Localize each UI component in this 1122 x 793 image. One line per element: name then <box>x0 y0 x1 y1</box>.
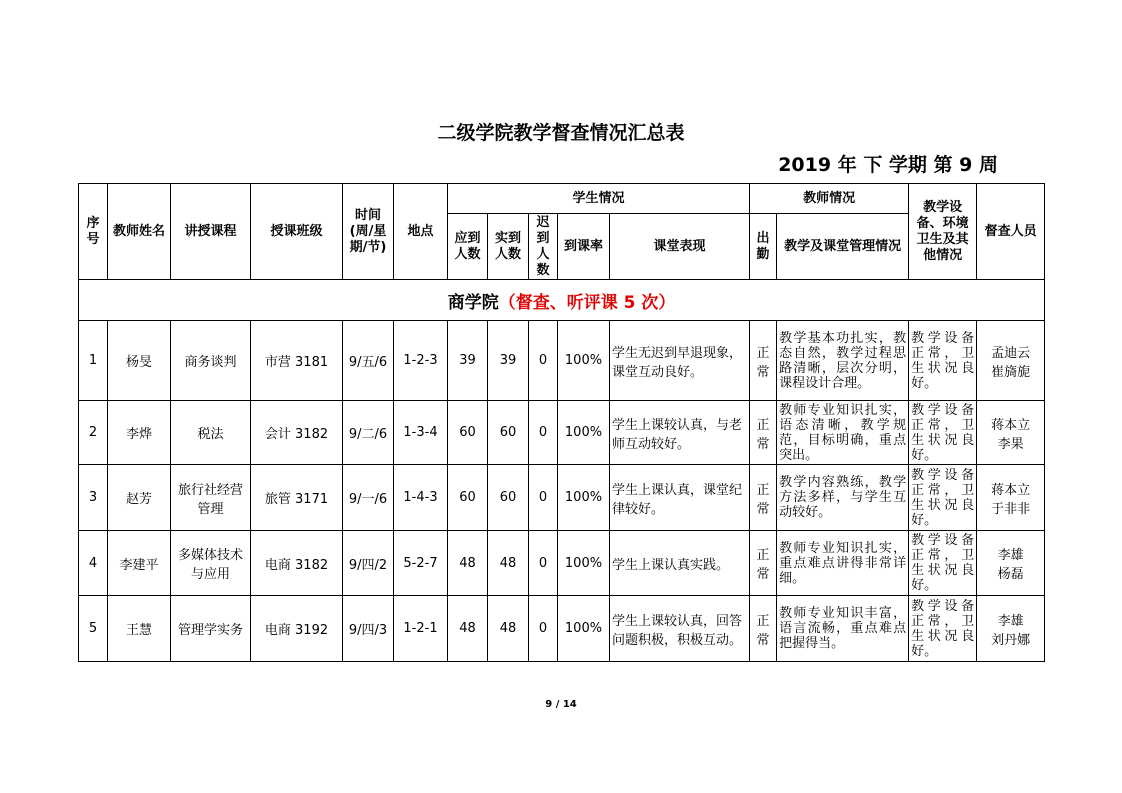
header-location: 地点 <box>394 184 448 280</box>
teaching-cell: 教师专业知识扎实，重点难点讲得非常详细。 <box>777 531 909 596</box>
inspection-table <box>78 183 1045 662</box>
teacher-cell: 李建平 <box>108 531 171 596</box>
actual-cell: 60 <box>488 401 529 465</box>
term-week-label: 2019 年 下 学期 第 9 周 <box>778 154 998 176</box>
rate-cell: 100% <box>558 465 610 531</box>
rate-cell: 100% <box>558 321 610 401</box>
late-cell: 0 <box>529 321 558 401</box>
rate-cell: 100% <box>558 401 610 465</box>
inspector-name: 刘丹娜 <box>991 632 1031 648</box>
equipment-cell: 教学设备正常，卫生状况良好。 <box>909 465 977 531</box>
class-cell: 市营 3181 <box>251 321 343 401</box>
section-name: 商学院 <box>447 292 499 313</box>
actual-cell: 39 <box>488 321 529 401</box>
class-cell: 电商 3192 <box>251 596 343 662</box>
equipment-cell: 教学设备正常，卫生状况良好。 <box>909 401 977 465</box>
actual-cell: 48 <box>488 531 529 596</box>
rate-cell: 100% <box>558 531 610 596</box>
rate-cell: 100% <box>558 596 610 662</box>
inspector-name: 蒋本立 <box>991 482 1031 498</box>
time-cell: 9/四/2 <box>343 531 394 596</box>
teacher-cell: 赵芳 <box>108 465 171 531</box>
late-cell: 0 <box>529 465 558 531</box>
location-cell: 5-2-7 <box>394 531 448 596</box>
course-cell: 多媒体技术与应用 <box>171 531 251 596</box>
inspector-name: 孟迪云 <box>991 345 1031 361</box>
header-student-group: 学生情况 <box>448 184 750 214</box>
inspectors-cell <box>977 321 1045 401</box>
attendance-cell: 正常 <box>750 321 777 401</box>
teacher-cell: 王慧 <box>108 596 171 662</box>
inspector-name: 于非非 <box>991 501 1031 517</box>
header-time: 时间(周/星期/节) <box>343 184 394 280</box>
header-teacher: 教师姓名 <box>108 184 171 280</box>
seq-cell: 1 <box>79 321 108 401</box>
header-late: 迟到人数 <box>529 214 558 280</box>
seq-cell: 3 <box>79 465 108 531</box>
inspector-name: 蒋本立 <box>991 417 1031 433</box>
table-row <box>79 321 1045 401</box>
expected-cell: 60 <box>448 401 488 465</box>
seq-cell: 2 <box>79 401 108 465</box>
class-cell: 电商 3182 <box>251 531 343 596</box>
location-cell: 1-4-3 <box>394 465 448 531</box>
seq-cell: 5 <box>79 596 108 662</box>
performance-cell: 学生上课认真实践。 <box>610 531 750 596</box>
header-class: 授课班级 <box>251 184 343 280</box>
header-teacher-group: 教师情况 <box>750 184 909 214</box>
equipment-cell: 教学设备正常，卫生状况良好。 <box>909 321 977 401</box>
location-cell: 1-2-3 <box>394 321 448 401</box>
teacher-cell: 李烨 <box>108 401 171 465</box>
section-row <box>79 280 1045 321</box>
table-row <box>79 531 1045 596</box>
header-expected: 应到人数 <box>448 214 488 280</box>
late-cell: 0 <box>529 531 558 596</box>
inspector-name: 李雄 <box>997 613 1024 629</box>
class-cell: 旅管 3171 <box>251 465 343 531</box>
performance-cell: 学生无迟到早退现象，课堂互动良好。 <box>610 321 750 401</box>
header-equipment: 教学设备、环境卫生及其他情况 <box>909 184 977 280</box>
time-cell: 9/五/6 <box>343 321 394 401</box>
attendance-cell: 正常 <box>750 596 777 662</box>
course-cell: 税法 <box>171 401 251 465</box>
header-attendance: 出勤 <box>750 214 777 280</box>
attendance-cell: 正常 <box>750 401 777 465</box>
header-rate: 到课率 <box>558 214 610 280</box>
inspector-name: 杨磊 <box>997 567 1024 582</box>
table-row <box>79 596 1045 662</box>
inspector-name: 李雄 <box>997 548 1024 563</box>
course-cell: 管理学实务 <box>171 596 251 662</box>
teaching-cell: 教师专业知识扎实，语态清晰，教学规范，目标明确，重点突出。 <box>777 401 909 465</box>
actual-cell: 48 <box>488 596 529 662</box>
expected-cell: 60 <box>448 465 488 531</box>
inspectors-cell <box>977 531 1045 596</box>
inspectors-cell <box>977 596 1045 662</box>
seq-cell: 4 <box>79 531 108 596</box>
expected-cell: 39 <box>448 321 488 401</box>
course-cell: 旅行社经营管理 <box>171 465 251 531</box>
inspector-name: 李果 <box>997 436 1024 452</box>
header-teaching: 教学及课堂管理情况 <box>777 214 909 280</box>
late-cell: 0 <box>529 401 558 465</box>
late-cell: 0 <box>529 596 558 662</box>
expected-cell: 48 <box>448 596 488 662</box>
teacher-cell: 杨旻 <box>108 321 171 401</box>
header-performance: 课堂表现 <box>610 214 750 280</box>
attendance-cell: 正常 <box>750 531 777 596</box>
inspectors-cell <box>977 465 1045 531</box>
header-course: 讲授课程 <box>171 184 251 280</box>
performance-cell: 学生上课较认真，与老师互动较好。 <box>610 401 750 465</box>
teaching-cell: 教学内容熟练，教学方法多样，与学生互动较好。 <box>777 465 909 531</box>
table-row <box>79 465 1045 531</box>
inspectors-cell <box>977 401 1045 465</box>
header-actual: 实到人数 <box>488 214 529 280</box>
time-cell: 9/一/6 <box>343 465 394 531</box>
header-inspectors: 督查人员 <box>977 184 1045 280</box>
location-cell: 1-2-1 <box>394 596 448 662</box>
time-cell: 9/四/3 <box>343 596 394 662</box>
course-cell: 商务谈判 <box>171 321 251 401</box>
actual-cell: 60 <box>488 465 529 531</box>
equipment-cell: 教学设备正常，卫生状况良好。 <box>909 531 977 596</box>
table-row <box>79 401 1045 465</box>
section-note: （督查、听评课 5 次） <box>498 292 676 313</box>
page-number: 9 / 14 <box>545 699 577 710</box>
page-title: 二级学院教学督查情况汇总表 <box>437 122 685 144</box>
header-seq: 序号 <box>79 184 108 280</box>
inspector-name: 崔旖旎 <box>991 364 1031 380</box>
performance-cell: 学生上课较认真，回答问题积极，积极互动。 <box>610 596 750 662</box>
time-cell: 9/二/6 <box>343 401 394 465</box>
teaching-cell: 教师专业知识丰富，语言流畅，重点难点把握得当。 <box>777 596 909 662</box>
location-cell: 1-3-4 <box>394 401 448 465</box>
expected-cell: 48 <box>448 531 488 596</box>
class-cell: 会计 3182 <box>251 401 343 465</box>
attendance-cell: 正常 <box>750 465 777 531</box>
equipment-cell: 教学设备正常，卫生状况良好。 <box>909 596 977 662</box>
teaching-cell: 教学基本功扎实，教态自然，教学过程思路清晰，层次分明，课程设计合理。 <box>777 321 909 401</box>
performance-cell: 学生上课认真，课堂纪律较好。 <box>610 465 750 531</box>
